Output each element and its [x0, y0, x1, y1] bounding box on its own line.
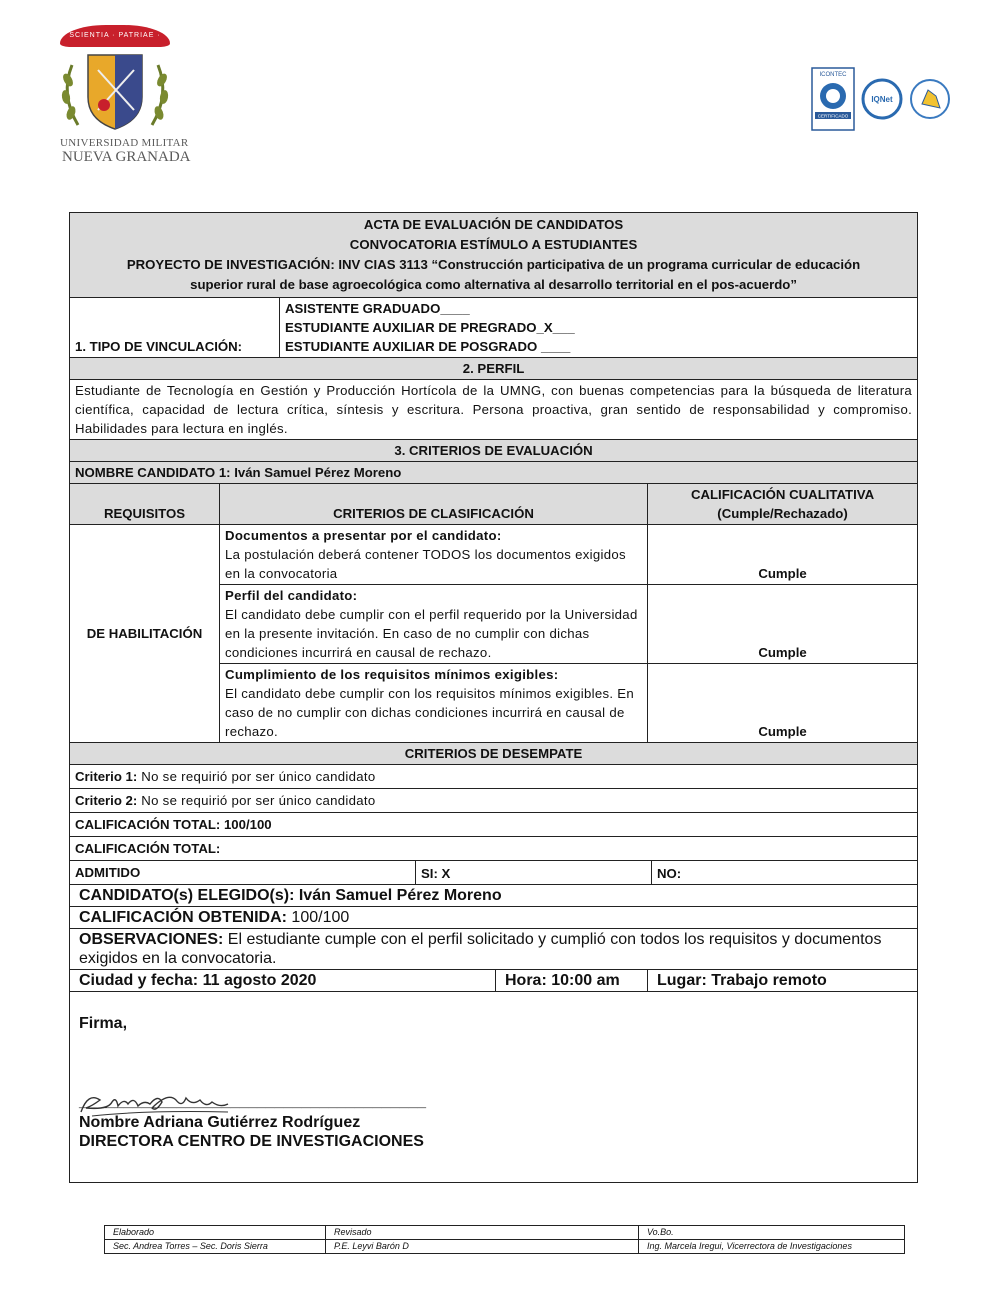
- criteria-title: Documentos a presentar por el candidato:: [225, 528, 502, 543]
- iqnet-label: IQNet: [871, 95, 893, 104]
- footer-elaborado-por: Sec. Andrea Torres – Sec. Doris Sierra: [105, 1240, 326, 1254]
- observaciones: [70, 929, 918, 970]
- criterios-heading: 3. CRITERIOS DE EVALUACIÓN: [70, 440, 918, 462]
- option-pregrado: ESTUDIANTE AUXILIAR DE PREGRADO_X___: [285, 320, 575, 335]
- admitido-si: SI: X: [416, 861, 652, 885]
- university-logo: [50, 25, 191, 170]
- criterio-1: [70, 765, 918, 789]
- certification-logos: [810, 66, 955, 132]
- footer-revisado-por: P.E. Leyvi Barón D: [326, 1240, 639, 1254]
- criteria-row: [220, 664, 648, 743]
- criteria-title: Cumplimiento de los requisitos mínimos exigibles:: [225, 667, 559, 682]
- col-calificacion: [648, 484, 918, 525]
- admitido-label: ADMITIDO: [70, 861, 416, 885]
- header-line2: CONVOCATORIA ESTÍMULO A ESTUDIANTES: [349, 237, 638, 252]
- candidato-elegido: CANDIDATO(s) ELEGIDO(s): Iván Samuel Pérez Moreno: [70, 885, 918, 907]
- criteria-row: [220, 585, 648, 664]
- calificacion-obtenida-value: 100/100: [286, 909, 350, 926]
- firma-line: _______________________________________: [79, 1093, 427, 1110]
- col-requisitos: REQUISITOS: [70, 484, 220, 525]
- observaciones-text: El estudiante cumple con el perfil solicitado y cumplió con todos los requisitos y documentos exigidos en la convocatoria.: [79, 931, 882, 967]
- ciudad-fecha: Ciudad y fecha: 11 agosto 2020: [70, 970, 496, 992]
- header-line1: ACTA DE EVALUACIÓN DE CANDIDATOS: [363, 217, 624, 232]
- criterio-2-label: Criterio 2:: [75, 793, 138, 808]
- criterio-2: [70, 789, 918, 813]
- criterio-2-text: No se requirió por ser único candidato: [137, 793, 376, 808]
- lugar: Lugar: Trabajo remoto: [648, 970, 918, 992]
- footer-vobo-por: Ing. Marcela Iregui, Vicerrectora de Investigaciones: [639, 1240, 905, 1254]
- criterio-1-label: Criterio 1:: [75, 769, 138, 784]
- logo-name-line2: NUEVA GRANADA: [62, 149, 191, 165]
- firma-label: Firma,: [79, 1015, 128, 1032]
- perfil-text: Estudiante de Tecnología en Gestión y Producción Hortícola de la UMNG, con buenas competencias para la búsqueda de literatura científica, capacidad de lectura crítica, síntesis y escritura. Persona proactiva, gran sentido de responsabilidad y compromiso. Habilidades para lectura en inglés.: [70, 380, 918, 440]
- footer-table: [104, 1225, 905, 1254]
- option-posgrado: ESTUDIANTE AUXILIAR DE POSGRADO ____: [285, 339, 571, 354]
- footer-elaborado: Elaborado: [105, 1226, 326, 1240]
- footer-vobo: Vo.Bo.: [639, 1226, 905, 1240]
- col-calificacion-line2: (Cumple/Rechazado): [717, 506, 848, 521]
- calificacion-obtenida-label: CALIFICACIÓN OBTENIDA:: [79, 909, 287, 926]
- vinculacion-options: [280, 298, 918, 358]
- logo-name-line1: UNIVERSIDAD MILITAR: [60, 137, 189, 149]
- perfil-heading: 2. PERFIL: [70, 358, 918, 380]
- shield-icon: [50, 25, 180, 137]
- criteria-title: Perfil del candidato:: [225, 588, 358, 603]
- logo-motto: SCIENTIA · PATRIAE ·: [60, 25, 170, 47]
- criteria-result: Cumple: [648, 664, 918, 743]
- observaciones-label: OBSERVACIONES:: [79, 931, 224, 948]
- habilitacion-label: DE HABILITACIÓN: [70, 525, 220, 743]
- option-asistente-graduado: ASISTENTE GRADUADO____: [285, 301, 470, 316]
- calificacion-total-1: CALIFICACIÓN TOTAL: 100/100: [70, 813, 918, 837]
- firma-nombre: Nombre Adriana Gutiérrez Rodríguez: [79, 1114, 361, 1131]
- calificacion-total-2: CALIFICACIÓN TOTAL:: [70, 837, 918, 861]
- certificado-label: CERTIFICADO: [817, 113, 849, 119]
- icontec-label: ICONTEC: [819, 72, 847, 78]
- signature-image: [78, 1082, 238, 1122]
- criterio-1-text: No se requirió por ser único candidato: [137, 769, 376, 784]
- desempate-heading: CRITERIOS DE DESEMPATE: [70, 743, 918, 765]
- document-header: [70, 213, 918, 298]
- criteria-result: Cumple: [648, 525, 918, 585]
- criteria-text: El candidato debe cumplir con los requisitos mínimos exigibles. En caso de no cumplir con dichas condiciones incurrirá en causal de rechazo.: [225, 686, 635, 739]
- header-line3: PROYECTO DE INVESTIGACIÓN: INV CIAS 3113 “Construcción participativa de un programa curricular de educación superior rural de base agroecológica como alternativa al desarrollo territorial en el pos-acuerdo”: [126, 257, 861, 292]
- calificacion-obtenida: [70, 907, 918, 929]
- firma-cargo: DIRECTORA CENTRO DE INVESTIGACIONES: [79, 1133, 424, 1150]
- col-calificacion-line1: CALIFICACIÓN CUALITATIVA: [690, 487, 875, 502]
- criteria-row: [220, 525, 648, 585]
- vinculacion-label: 1. TIPO DE VINCULACIÓN:: [70, 298, 280, 358]
- col-criterios: CRITERIOS DE CLASIFICACIÓN: [220, 484, 648, 525]
- hora: Hora: 10:00 am: [496, 970, 648, 992]
- criteria-text: El candidato debe cumplir con el perfil requerido por la Universidad en la presente invitación. En caso de no cumplir con dichas condiciones incurrirá en causal de rechazo.: [225, 607, 638, 660]
- candidate-name: NOMBRE CANDIDATO 1: Iván Samuel Pérez Moreno: [70, 462, 918, 484]
- evaluation-table: [69, 212, 918, 1183]
- admitido-no: NO:: [652, 861, 918, 885]
- footer-revisado: Revisado: [326, 1226, 639, 1240]
- criteria-text: La postulación deberá contener TODOS los documentos exigidos en la convocatoria: [225, 547, 626, 581]
- criteria-result: Cumple: [648, 585, 918, 664]
